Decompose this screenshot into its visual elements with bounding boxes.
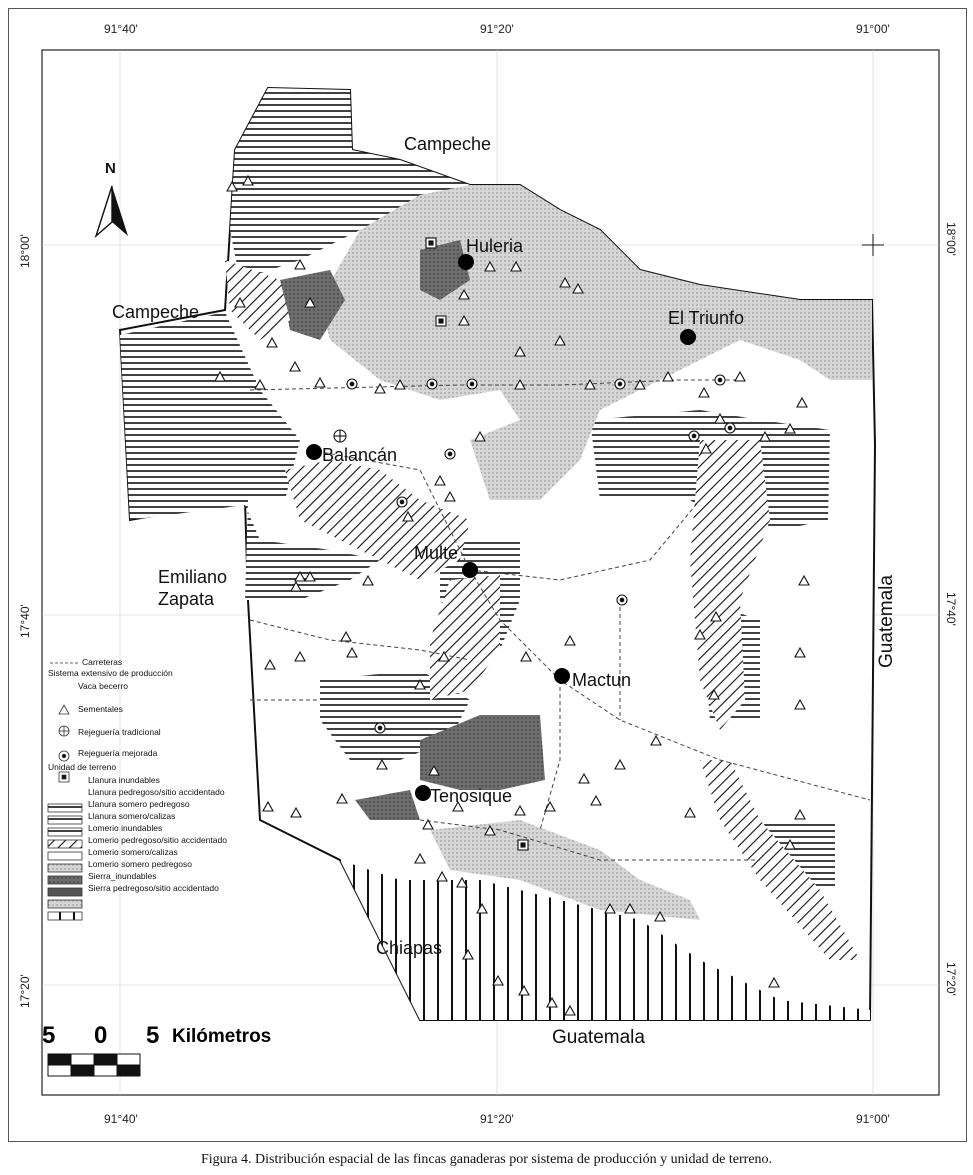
tick-left-2: 17°40' [18,604,32,638]
legend-terrain-0: Llanura inundables [88,775,160,785]
legend-system-rej-trad: Rejeguería tradicional [78,727,161,737]
tick-bottom-3: 91°00' [856,1112,890,1126]
label-guatemala-bottom: Guatemala [552,1027,645,1048]
label-el-triunfo: El Triunfo [668,308,745,328]
tick-top-1: 91°40' [104,22,138,36]
north-label: N [105,160,116,177]
legend-terrain-6: Lomerio somero/calizas [88,847,178,857]
tick-right-2: 17°40' [944,592,958,626]
tick-left-3: 17°20' [18,974,32,1008]
label-guatemala-right: Guatemala [876,575,897,668]
legend-terrain-9: Sierra pedregoso/sitio accidentado [88,883,219,893]
legend-terrain-5: Lomerio pedregoso/sitio accidentado [88,835,227,845]
label-mactun: Mactun [572,670,632,690]
label-emiliano-zapata: Emiliano Zapata [158,567,228,609]
legend-terrain-7: Lomerio somero pedregoso [88,859,192,869]
town-tenosique-dot [415,785,431,801]
scale-unit: Kilómetros [172,1026,272,1047]
label-balancan: Balancán [322,445,398,465]
legend-system-rej-mej: Rejeguería mejorada [78,748,158,758]
legend-terrain-8: Sierra_inundables [88,871,157,881]
label-campeche-left: Campeche [112,302,200,322]
sementales-markers [334,430,346,442]
legend-system-title: Sistema extensivo de producción [48,668,173,678]
label-campeche-top: Campeche [404,134,492,154]
legend-terrain-title: Unidad de terreno [48,762,117,772]
label-tenosique: Tenosique [430,786,513,806]
label-huleria: Huleria [466,236,524,256]
town-balancan-dot [306,444,322,460]
tick-top-2: 91°20' [480,22,514,36]
tick-left-1: 18°00' [18,234,32,268]
legend-terrain-2: Llanura somero pedregoso [88,799,190,809]
scale-bar [48,1054,140,1076]
town-multe-dot [462,562,478,578]
tick-bottom-1: 91°40' [104,1112,138,1126]
legend-system-sementales: Sementales [78,704,123,714]
tick-bottom-2: 91°20' [480,1112,514,1126]
label-chiapas: Chiapas [376,938,443,958]
legend-system-vaca: Vaca becerro [78,681,128,691]
legend-terrain-1: Llanura pedregoso/sitio accidentado [88,787,225,797]
tick-right-1: 18°00' [944,222,958,256]
town-mactun-dot [554,668,570,684]
label-multe: Multe [414,543,459,563]
map-legend [48,657,278,894]
scale-numbers: 5 0 5 [42,1022,176,1049]
tick-right-3: 17°20' [944,962,958,996]
town-el-triunfo-dot [680,329,696,345]
figure-caption: Figura 4. Distribución espacial de las fincas ganaderas por sistema de producción y unidad de terreno. [200,1152,773,1167]
tick-top-3: 91°00' [856,22,890,36]
legend-roads: Carreteras [82,657,123,667]
legend-terrain-3: Llanura somero/calizas [88,811,176,821]
legend-terrain-4: Lomerio inundables [88,823,163,833]
